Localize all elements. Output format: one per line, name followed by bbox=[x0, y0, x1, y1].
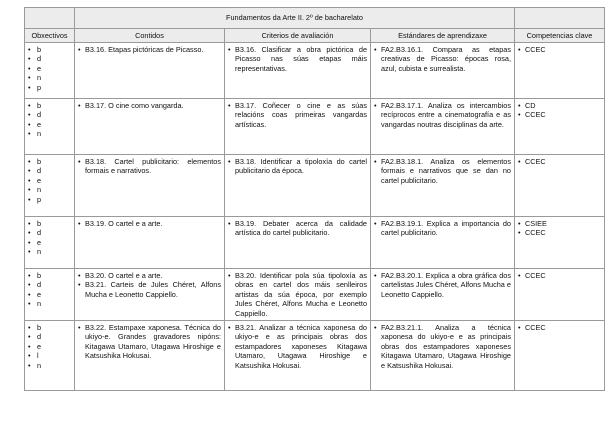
list-item: • e bbox=[28, 64, 71, 73]
list-item: • d bbox=[28, 110, 71, 119]
list-item: • CCEC bbox=[518, 157, 601, 166]
table-row bbox=[25, 155, 605, 217]
list-item: • b bbox=[28, 157, 71, 166]
table-title: Fundamentos da Arte II. 2º de bacharelato bbox=[75, 8, 515, 29]
contidos-list bbox=[78, 157, 221, 176]
estandares-list bbox=[374, 157, 511, 185]
list-item: • B3.21. Analizar a técnica xaponesa do ukiyo-e e as principais obras dos estampadores xaponeses Kitagawa Utamaro, Utagawa Hiroshige e Katsushika Hokusai. bbox=[228, 323, 367, 370]
list-item: • n bbox=[28, 247, 71, 256]
estandares-list bbox=[374, 219, 511, 238]
list-item: • CCEC bbox=[518, 271, 601, 280]
competencias-list bbox=[518, 101, 601, 120]
table-row bbox=[25, 99, 605, 155]
list-item: • p bbox=[28, 195, 71, 204]
competencias-list bbox=[518, 45, 601, 54]
list-item: • B3.20. Identificar pola súa tipoloxía as obras en cartel dos máis senlleiros artistas da súa época, por exemplo Jules Chéret, Alfons Mucha e Leonetto Cappiello. bbox=[228, 271, 367, 318]
list-item: • e bbox=[28, 176, 71, 185]
header-competencias: Competencias clave bbox=[515, 29, 605, 43]
cell-contidos bbox=[75, 155, 225, 217]
list-item: • b bbox=[28, 323, 71, 332]
list-item: • d bbox=[28, 166, 71, 175]
cell-criterios bbox=[225, 217, 371, 269]
list-item: • B3.16. Clasificar a obra pictórica de Picasso nas súas etapas máis representativas. bbox=[228, 45, 367, 73]
header-criterios: Criterios de avaliación bbox=[225, 29, 371, 43]
cell-criterios bbox=[225, 155, 371, 217]
criterios-list bbox=[228, 157, 367, 176]
list-item: • FA2.B3.20.1. Explica a obra gráfica dos cartelistas Jules Chéret, Alfons Mucha e Leonetto Cappiello. bbox=[374, 271, 511, 299]
cell-criterios bbox=[225, 321, 371, 391]
list-item: • n bbox=[28, 73, 71, 82]
obxectivos-list bbox=[28, 45, 71, 92]
list-item: • CCEC bbox=[518, 323, 601, 332]
list-item: • n bbox=[28, 129, 71, 138]
criterios-list bbox=[228, 101, 367, 129]
cell-obxectivos bbox=[25, 99, 75, 155]
list-item: • CSIEE bbox=[518, 219, 601, 228]
list-item: • B3.16. Etapas pictóricas de Picasso. bbox=[78, 45, 221, 54]
list-item: • d bbox=[28, 332, 71, 341]
cell-contidos bbox=[75, 99, 225, 155]
list-item: • e bbox=[28, 290, 71, 299]
list-item: • B3.17. Coñecer o cine e as súas relacións coas primeiras vangardas artísticas. bbox=[228, 101, 367, 129]
list-item: • d bbox=[28, 54, 71, 63]
list-item: • d bbox=[28, 228, 71, 237]
criterios-list bbox=[228, 45, 367, 73]
estandares-list bbox=[374, 101, 511, 129]
list-item: • B3.18. Identificar a tipoloxía do cartel publicitario da época. bbox=[228, 157, 367, 176]
contidos-list bbox=[78, 101, 221, 110]
header-empty-cell bbox=[25, 8, 75, 29]
table-row bbox=[25, 217, 605, 269]
list-item: • b bbox=[28, 45, 71, 54]
list-item: • n bbox=[28, 361, 71, 370]
cell-obxectivos bbox=[25, 43, 75, 99]
list-item: • CD bbox=[518, 101, 601, 110]
curriculum-table bbox=[24, 7, 605, 391]
cell-competencias bbox=[515, 269, 605, 321]
contidos-list bbox=[78, 323, 221, 361]
contidos-list bbox=[78, 219, 221, 228]
header-estandares: Estándares de aprendizaxe bbox=[371, 29, 515, 43]
list-item: • B3.17. O cine como vangarda. bbox=[78, 101, 221, 110]
cell-obxectivos bbox=[25, 269, 75, 321]
cell-estandares bbox=[371, 99, 515, 155]
list-item: • n bbox=[28, 185, 71, 194]
obxectivos-list bbox=[28, 101, 71, 139]
list-item: • FA2.B3.16.1. Compara as etapas creativas de Picasso: épocas rosa, azul, cubista e surrealista. bbox=[374, 45, 511, 73]
cell-competencias bbox=[515, 217, 605, 269]
list-item: • b bbox=[28, 101, 71, 110]
list-item: • B3.22. Estampaxe xaponesa. Técnica do ukiyo-e. Grandes gravadores nipóns: Kitagawa Utamaro, Utagawa Hiroshige e Katsushika Hokusai. bbox=[78, 323, 221, 361]
obxectivos-list bbox=[28, 157, 71, 204]
list-item: • l bbox=[28, 351, 71, 360]
obxectivos-list bbox=[28, 219, 71, 257]
header-empty-cell bbox=[515, 8, 605, 29]
cell-criterios bbox=[225, 269, 371, 321]
obxectivos-list bbox=[28, 271, 71, 309]
list-item: • B3.21. Carteis de Jules Chéret, Alfons Mucha e Leonetto Cappiello. bbox=[78, 280, 221, 299]
competencias-list bbox=[518, 323, 601, 332]
list-item: • FA2.B3.18.1. Analiza os elementos formais e narrativos que se dan no cartel publicitario. bbox=[374, 157, 511, 185]
list-item: • B3.20. O cartel e a arte. bbox=[78, 271, 221, 280]
list-item: • n bbox=[28, 299, 71, 308]
cell-estandares bbox=[371, 155, 515, 217]
list-item: • b bbox=[28, 219, 71, 228]
list-item: • e bbox=[28, 342, 71, 351]
cell-estandares bbox=[371, 321, 515, 391]
header-obxectivos: Obxectivos bbox=[25, 29, 75, 43]
cell-obxectivos bbox=[25, 217, 75, 269]
cell-contidos bbox=[75, 43, 225, 99]
cell-obxectivos bbox=[25, 155, 75, 217]
criterios-list bbox=[228, 271, 367, 318]
cell-obxectivos bbox=[25, 321, 75, 391]
competencias-list bbox=[518, 219, 601, 238]
criterios-list bbox=[228, 323, 367, 370]
list-item: • CCEC bbox=[518, 45, 601, 54]
list-item: • CCEC bbox=[518, 110, 601, 119]
list-item: • FA2.B3.21.1. Analiza a técnica xaponesa do ukiyo-e e as principais obras dos estampadores xaponeses Kitagawa Utamaro, Utagawa Hiroshige e Katsushika Hokusai. bbox=[374, 323, 511, 370]
table-row bbox=[25, 321, 605, 391]
list-item: • FA2.B3.17.1. Analiza os intercambios recíprocos entre a cinematografía e as vangardas noutras disciplinas da arte. bbox=[374, 101, 511, 129]
cell-competencias bbox=[515, 43, 605, 99]
cell-contidos bbox=[75, 269, 225, 321]
list-item: • FA2.B3.19.1. Explica a importancia do cartel publicitario. bbox=[374, 219, 511, 238]
cell-criterios bbox=[225, 99, 371, 155]
list-item: • B3.19. O cartel e a arte. bbox=[78, 219, 221, 228]
estandares-list bbox=[374, 323, 511, 370]
cell-contidos bbox=[75, 217, 225, 269]
list-item: • CCEC bbox=[518, 228, 601, 237]
table-row bbox=[25, 269, 605, 321]
table-row bbox=[25, 43, 605, 99]
cell-estandares bbox=[371, 43, 515, 99]
list-item: • d bbox=[28, 280, 71, 289]
contidos-list bbox=[78, 271, 221, 299]
criterios-list bbox=[228, 219, 367, 238]
cell-estandares bbox=[371, 269, 515, 321]
estandares-list bbox=[374, 271, 511, 299]
competencias-list bbox=[518, 271, 601, 280]
cell-criterios bbox=[225, 43, 371, 99]
obxectivos-list bbox=[28, 323, 71, 370]
cell-competencias bbox=[515, 321, 605, 391]
estandares-list bbox=[374, 45, 511, 73]
cell-contidos bbox=[75, 321, 225, 391]
list-item: • p bbox=[28, 83, 71, 92]
list-item: • e bbox=[28, 238, 71, 247]
cell-estandares bbox=[371, 217, 515, 269]
list-item: • e bbox=[28, 120, 71, 129]
cell-competencias bbox=[515, 99, 605, 155]
list-item: • B3.19. Debater acerca da calidade artística do cartel publicitario. bbox=[228, 219, 367, 238]
list-item: • B3.18. Cartel publicitario: elementos formais e narrativos. bbox=[78, 157, 221, 176]
contidos-list bbox=[78, 45, 221, 54]
competencias-list bbox=[518, 157, 601, 166]
header-contidos: Contidos bbox=[75, 29, 225, 43]
cell-competencias bbox=[515, 155, 605, 217]
list-item: • b bbox=[28, 271, 71, 280]
